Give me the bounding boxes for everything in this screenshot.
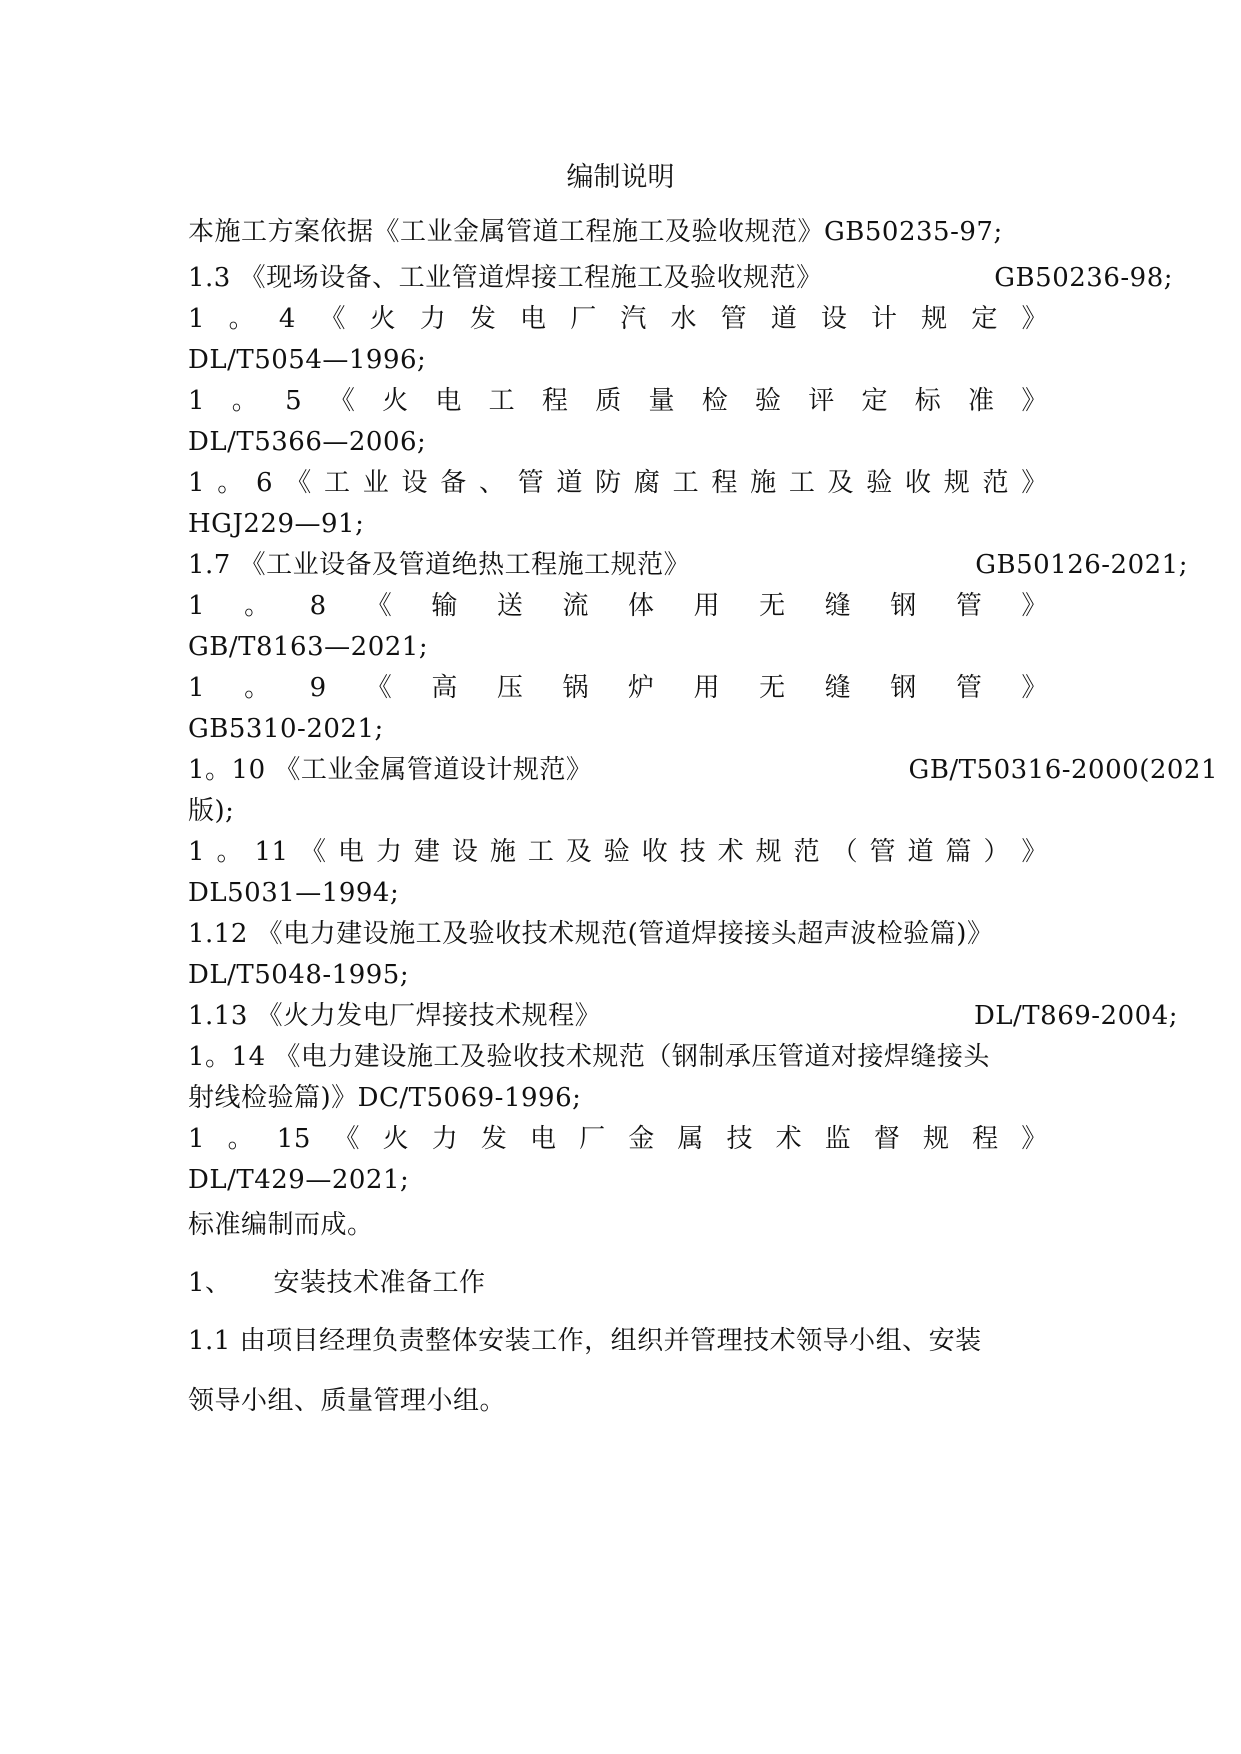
spread-char: 定 <box>971 304 998 334</box>
paragraph-1-1-line-2: 领导小组、质量管理小组。 <box>188 1386 507 1416</box>
spread-char: 工 <box>488 386 516 416</box>
spread-char: 电 <box>529 1124 557 1154</box>
ref-1-3 <box>188 258 1173 298</box>
ref-1-8-code: GB/T8163—2021; <box>188 632 429 662</box>
spread-char: 发 <box>480 1124 508 1154</box>
ref-1-10-cont: 版); <box>188 796 235 826</box>
spread-char: 15 <box>276 1124 311 1154</box>
spread-char: 规 <box>943 468 971 498</box>
spread-char: 《 <box>333 1124 360 1154</box>
spread-char: 》 <box>1021 1124 1048 1154</box>
spread-char: 11 <box>254 837 289 867</box>
spread-char: 量 <box>648 386 675 416</box>
spread-char: 管 <box>955 673 983 703</box>
intro-line: 本施工方案依据《工业金属管道工程施工及验收规范》GB50235-97; <box>188 217 1003 247</box>
spread-char: 评 <box>808 386 835 416</box>
ref-1-10 <box>188 750 1218 790</box>
spread-char: 篇 <box>945 837 972 867</box>
spread-char: 程 <box>541 386 569 416</box>
section-1-heading <box>188 1263 486 1303</box>
spread-char: 6 <box>256 468 274 498</box>
spread-char: ） <box>983 837 1010 867</box>
section-1-number: 1、 <box>188 1268 232 1298</box>
spread-char: 》 <box>1021 837 1048 867</box>
spread-char: 《 <box>285 468 312 498</box>
spread-char: 检 <box>701 386 729 416</box>
spread-char: 用 <box>693 673 721 703</box>
ref-1-4-code: DL/T5054—1996; <box>188 345 427 375</box>
ref-1-10-code: GB/T50316-2000(2021 <box>908 755 1218 785</box>
ref-1-13-title: 1.13 《火力发电厂焊接技术规程》 <box>188 1001 602 1031</box>
spread-char: 收 <box>905 468 932 498</box>
spread-char: 力 <box>431 1124 459 1154</box>
spread-char: 工 <box>527 837 555 867</box>
spread-char: 送 <box>496 591 524 621</box>
spread-char: 验 <box>866 468 893 498</box>
spread-char: 4 <box>278 304 296 334</box>
spread-char: 施 <box>750 468 777 498</box>
spread-char: 电 <box>337 837 365 867</box>
closing-line: 标准编制而成。 <box>188 1210 374 1240</box>
spread-char: 建 <box>413 837 441 867</box>
spread-char: 管 <box>869 837 897 867</box>
spread-char: 术 <box>717 837 745 867</box>
ref-1-4 <box>188 299 1048 339</box>
spread-char: 督 <box>873 1124 901 1154</box>
spread-char: 《 <box>365 591 393 621</box>
spread-char: 1 <box>188 1124 206 1154</box>
spread-char: 无 <box>759 673 786 703</box>
ref-1-3-title: 1.3 《现场设备、工业管道焊接工程施工及验收规范》 <box>188 263 823 293</box>
ref-1-15 <box>188 1119 1048 1159</box>
spread-char: 。 <box>227 1124 255 1154</box>
spread-char: 。 <box>217 468 244 498</box>
spread-char: 范 <box>793 837 821 867</box>
spread-char: 输 <box>431 591 458 621</box>
ref-1-7 <box>188 545 1188 585</box>
spread-char: 质 <box>595 386 622 416</box>
spread-char: 道 <box>556 468 583 498</box>
spread-char: （ <box>831 837 859 867</box>
spread-char: 8 <box>309 591 327 621</box>
spread-char: 规 <box>755 837 783 867</box>
spread-char: 规 <box>921 304 948 334</box>
spread-char: 用 <box>693 591 721 621</box>
ref-1-11-code: DL5031—1994; <box>188 878 400 908</box>
spread-char: 》 <box>1021 386 1048 416</box>
document-title: 编制说明 <box>566 162 675 193</box>
ref-1-7-title: 1.7 《工业设备及管道绝热工程施工规范》 <box>188 550 691 580</box>
spread-char: 9 <box>309 673 327 703</box>
spread-char: 5 <box>285 386 303 416</box>
spread-char: 无 <box>759 591 786 621</box>
ref-1-15-code: DL/T429—2021; <box>188 1165 410 1195</box>
spread-char: 汽 <box>620 304 647 334</box>
ref-1-11 <box>188 832 1048 872</box>
spread-char: 1 <box>188 591 206 621</box>
spread-char: 火 <box>369 304 397 334</box>
spread-char: 管 <box>720 304 748 334</box>
ref-1-6-code: HGJ229—91; <box>188 509 365 539</box>
spread-char: 1 <box>188 837 206 867</box>
spread-char: 防 <box>595 468 622 498</box>
spread-char: 高 <box>431 673 458 703</box>
ref-1-10-title: 1。10 《工业金属管道设计规范》 <box>188 755 593 785</box>
spread-char: 金 <box>628 1124 655 1154</box>
ref-1-8 <box>188 586 1048 626</box>
spread-char: 。 <box>228 304 256 334</box>
spread-char: 火 <box>382 386 409 416</box>
spread-char: 流 <box>562 591 589 621</box>
spread-char: 》 <box>1021 304 1048 334</box>
spread-char: 厂 <box>579 1124 606 1154</box>
spread-char: 钢 <box>890 591 917 621</box>
spread-char: 管 <box>955 591 983 621</box>
ref-1-14-cont: 射线检验篇)》DC/T5069-1996; <box>188 1083 582 1113</box>
spread-char: 及 <box>565 837 593 867</box>
spread-char: 《 <box>328 386 356 416</box>
spread-char: 缝 <box>824 673 852 703</box>
spread-char: 术 <box>775 1124 803 1154</box>
spread-char: 《 <box>300 837 327 867</box>
spread-char: 电 <box>435 386 462 416</box>
spread-char: 道 <box>907 837 935 867</box>
spread-char: 工 <box>324 468 351 498</box>
ref-1-6 <box>188 463 1048 503</box>
spread-char: 管 <box>517 468 545 498</box>
ref-1-5-code: DL/T5366—2006; <box>188 427 427 457</box>
spread-char: 》 <box>1021 673 1048 703</box>
spread-char: 厂 <box>570 304 597 334</box>
ref-1-13-code: DL/T869-2004; <box>973 1001 1178 1031</box>
ref-1-13 <box>188 996 1178 1036</box>
ref-1-7-code: GB50126-2021; <box>975 550 1188 580</box>
spread-char: 锅 <box>562 673 589 703</box>
spread-char: 设 <box>820 304 848 334</box>
paragraph-1-1-line-1: 1.1 由项目经理负责整体安装工作，组织并管理技术领导小组、安装 <box>188 1326 982 1356</box>
spread-char: 及 <box>827 468 855 498</box>
spread-char: 1 <box>188 386 206 416</box>
spread-char: 、 <box>478 468 506 498</box>
ref-1-12-code: DL/T5048-1995; <box>188 960 410 990</box>
spread-char: 程 <box>972 1124 999 1154</box>
spread-char: 监 <box>824 1124 852 1154</box>
spread-char: 水 <box>670 304 697 334</box>
spread-char: 准 <box>968 386 995 416</box>
spread-char: 程 <box>711 468 738 498</box>
spread-char: 力 <box>419 304 447 334</box>
spread-char: 。 <box>244 591 271 621</box>
spread-char: 施 <box>489 837 517 867</box>
spread-char: 定 <box>861 386 889 416</box>
spread-char: 备 <box>440 468 467 498</box>
spread-char: 范 <box>982 468 1009 498</box>
spread-char: 验 <box>603 837 631 867</box>
spread-char: 《 <box>319 304 346 334</box>
spread-char: 1 <box>188 673 206 703</box>
spread-char: 设 <box>401 468 428 498</box>
spread-char: 电 <box>520 304 547 334</box>
spread-char: 。 <box>244 673 271 703</box>
spread-char: 验 <box>754 386 782 416</box>
ref-1-14: 1。14 《电力建设施工及验收技术规范（钢制承压管道对接焊缝接头 <box>188 1042 990 1072</box>
spread-char: 道 <box>770 304 798 334</box>
spread-char: 体 <box>628 591 655 621</box>
spread-char: 力 <box>375 837 403 867</box>
spread-char: 发 <box>469 304 497 334</box>
spread-char: 》 <box>1021 468 1048 498</box>
spread-char: 技 <box>726 1124 753 1154</box>
spread-char: 1 <box>188 468 206 498</box>
ref-1-9 <box>188 668 1048 708</box>
spread-char: 。 <box>231 386 259 416</box>
spread-char: 1 <box>188 304 206 334</box>
spread-char: 》 <box>1021 591 1048 621</box>
ref-1-12: 1.12 《电力建设施工及验收技术规范(管道焊接接头超声波检验篇)》 <box>188 919 994 949</box>
spread-char: 火 <box>382 1124 410 1154</box>
spread-char: 腐 <box>633 468 661 498</box>
spread-char: 计 <box>871 304 898 334</box>
spread-char: 炉 <box>628 673 655 703</box>
spread-char: 压 <box>496 673 524 703</box>
spread-char: 规 <box>922 1124 950 1154</box>
spread-char: 缝 <box>824 591 852 621</box>
spread-char: 技 <box>679 837 707 867</box>
ref-1-5 <box>188 381 1048 421</box>
spread-char: 《 <box>365 673 393 703</box>
spread-char: 。 <box>216 837 244 867</box>
ref-1-9-code: GB5310-2021; <box>188 714 384 744</box>
spread-char: 工 <box>672 468 700 498</box>
spread-char: 收 <box>641 837 669 867</box>
spread-char: 属 <box>677 1124 704 1154</box>
spread-char: 标 <box>914 386 942 416</box>
spread-char: 设 <box>451 837 479 867</box>
spread-char: 工 <box>788 468 816 498</box>
ref-1-3-code: GB50236-98; <box>994 263 1173 293</box>
section-1-title: 安装技术准备工作 <box>273 1268 486 1298</box>
spread-char: 钢 <box>890 673 917 703</box>
spread-char: 业 <box>362 468 390 498</box>
